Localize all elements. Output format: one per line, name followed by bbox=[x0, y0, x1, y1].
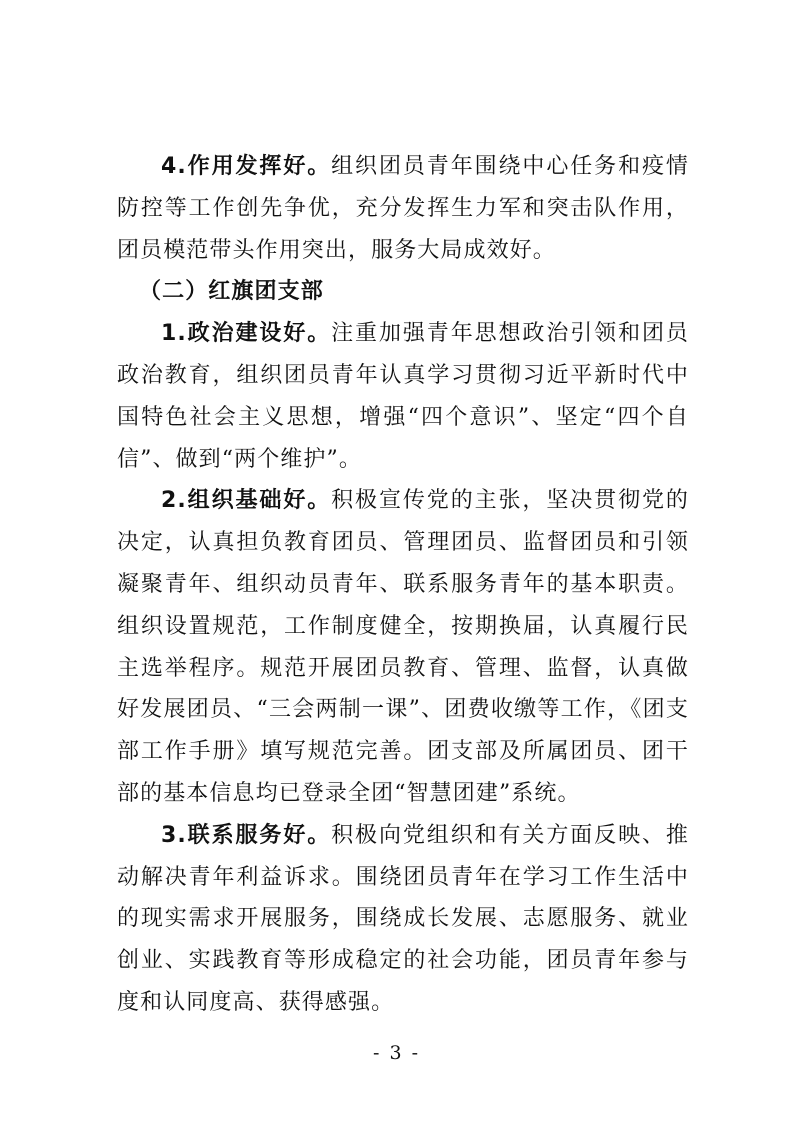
criterion-heading: 2.组织基础好。 bbox=[161, 488, 332, 514]
criterion-paragraph bbox=[117, 146, 689, 271]
section-heading: （二）红旗团支部 bbox=[139, 279, 324, 305]
criterion-text: 积极向党组织和有关方面反映、推动解决青年利益诉求。围绕团员青年在学习工作生活中的现实需求开展服务，围绕成长发展、志愿服务、就业创业、实践教育等形成稳定的社会功能，团员青年参与度和认同度高、获得感强。 bbox=[117, 822, 689, 1015]
page-number: - 3 - bbox=[372, 1042, 420, 1064]
criterion-heading: 1.政治建设好。 bbox=[161, 321, 332, 347]
criterion-heading: 4.作用发挥好。 bbox=[161, 154, 332, 179]
criterion-paragraph bbox=[117, 480, 689, 814]
document-body bbox=[117, 146, 689, 1024]
criterion-text: 注重加强青年思想政治引领和团员政治教育，组织团员青年认真学习贯彻习近平新时代中国特色社会主义思想，增强“四个意识”、坚定“四个自信”、做到“两个维护”。 bbox=[117, 321, 689, 472]
criterion-paragraph bbox=[117, 313, 689, 480]
criterion-text: 积极宣传党的主张，坚决贯彻党的决定，认真担负教育团员、管理团员、监督团员和引领凝聚青年、组织动员青年、联系服务青年的基本职责。组织设置规范，工作制度健全，按期换届，认真履行民主选举程序。规范开展团员教育、管理、监督，认真做好发展团员、“三会两制一课”、团费收缴等工作，《团支部工作手册》填写规范完善。团支部及所属团员、团干部的基本信息均已登录全团“智慧团建”系统。 bbox=[117, 488, 689, 806]
criterion-text: 组织团员青年围绕中心任务和疫情防控等工作创先争优，充分发挥生力军和突击队作用，团员模范带头作用突出，服务大局成效好。 bbox=[117, 154, 689, 263]
criterion-paragraph bbox=[117, 815, 689, 1024]
criterion-heading: 3.联系服务好。 bbox=[161, 822, 332, 848]
